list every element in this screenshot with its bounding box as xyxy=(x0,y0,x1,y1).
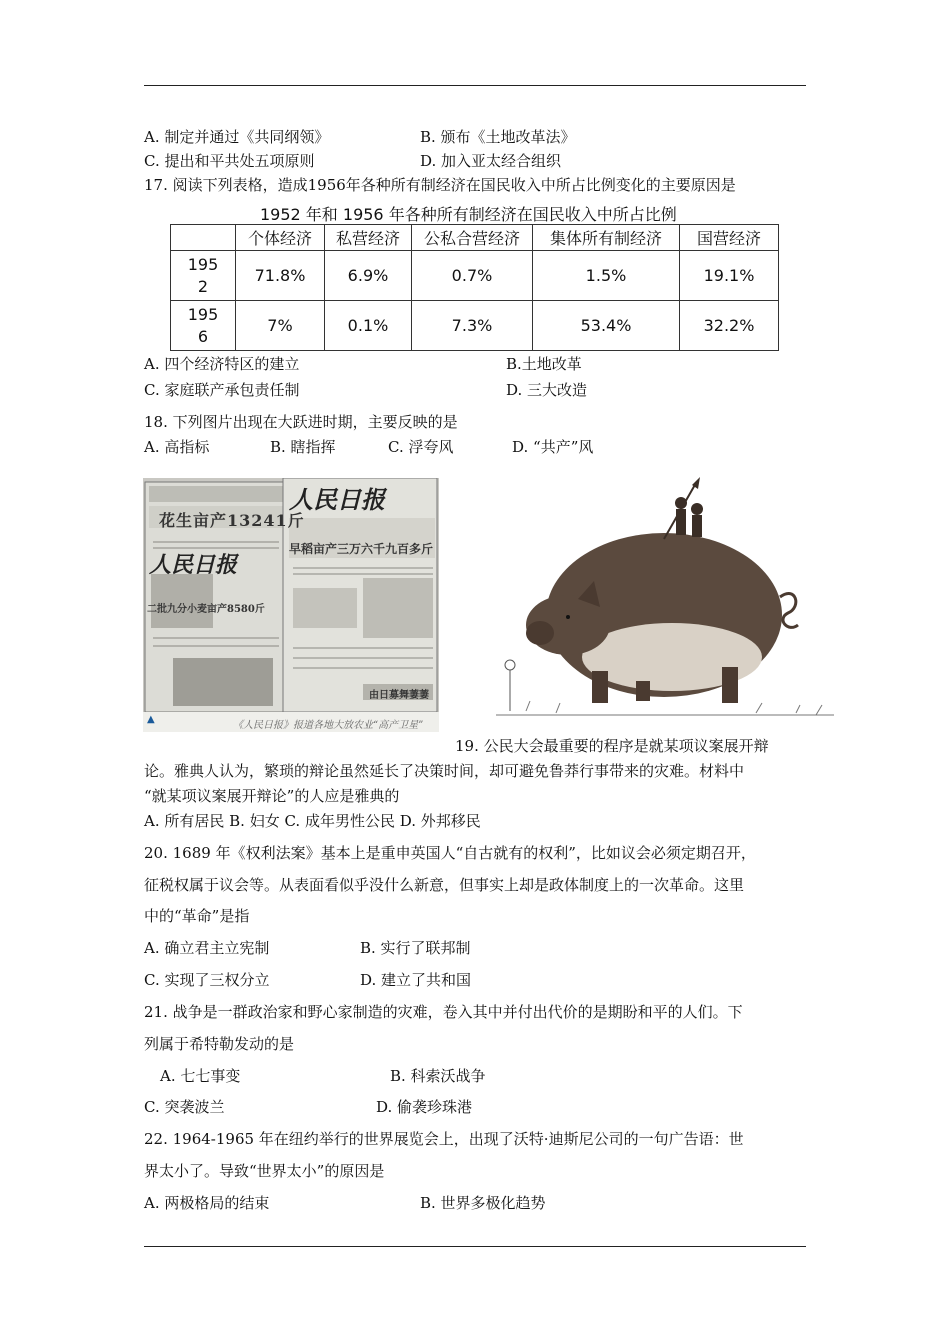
bottom-rule xyxy=(144,1246,806,1247)
year-cell xyxy=(171,301,236,351)
q19-line3: “就某项议案展开辩论”的人应是雅典的 xyxy=(144,787,400,805)
table-cell: 7% xyxy=(236,301,325,351)
table-header-row xyxy=(171,225,779,251)
q20-option-b: B. 实行了联邦制 xyxy=(360,939,471,957)
table-cell: 7.3% xyxy=(412,301,533,351)
headline-peanut: 花生亩产13241斤 xyxy=(159,511,305,530)
q17-stem: 17. 阅读下列表格，造成1956年各种所有制经济在国民收入中所占比例变化的主要原因是 xyxy=(144,176,736,194)
q19-line2: 论。雅典人认为，繁琐的辩论虽然延长了决策时间，却可避免鲁莽行事带来的灾难。材料中 xyxy=(144,762,745,780)
q22-option-b: B. 世界多极化趋势 xyxy=(420,1194,546,1212)
q21-option-b: B. 科索沃战争 xyxy=(390,1067,486,1085)
table-row xyxy=(171,301,779,351)
q21-option-c: C. 突袭波兰 xyxy=(144,1098,225,1116)
q17-table-title: 1952 年和 1956 年各种所有制经济在国民收入中所占比例 xyxy=(260,205,677,224)
table-header-cell: 集体所有制经济 xyxy=(533,225,680,251)
q21-option-a: A. 七七事变 xyxy=(160,1067,241,1085)
q17-option-a: A. 四个经济特区的建立 xyxy=(144,355,300,373)
q18-option-c: C. 浮夸风 xyxy=(388,438,454,456)
q17-option-d: D. 三大改造 xyxy=(506,381,588,399)
top-rule xyxy=(144,85,806,86)
year-bottom: 6 xyxy=(197,326,209,346)
triangle-icon: ▲ xyxy=(147,714,155,725)
q22-line2: 界太小了。导致“世界太小”的原因是 xyxy=(144,1162,385,1180)
masthead-left: 人民日报 xyxy=(149,552,238,578)
table-cell: 32.2% xyxy=(680,301,779,351)
table-header-cell: 公私合营经济 xyxy=(412,225,533,251)
table-row xyxy=(171,251,779,301)
q17-option-b: B.土地改革 xyxy=(506,355,582,373)
q21-line1: 21. 战争是一群政治家和野心家制造的灾难，卷入其中并付出代价的是期盼和平的人们。下 xyxy=(144,1003,743,1021)
q22-line1: 22. 1964-1965 年在纽约举行的世界展览会上，出现了沃特·迪斯尼公司的一句广告语：世 xyxy=(144,1130,744,1148)
table-header-cell: 国营经济 xyxy=(680,225,779,251)
q20-option-c: C. 实现了三权分立 xyxy=(144,971,270,989)
table-header-cell: 私营经济 xyxy=(325,225,412,251)
table-cell: 0.1% xyxy=(325,301,412,351)
q16-option-d: D. 加入亚太经合组织 xyxy=(420,152,562,170)
q16-option-c: C. 提出和平共处五项原则 xyxy=(144,152,315,170)
year-bottom: 2 xyxy=(197,276,209,296)
q20-line2: 征税权属于议会等。从表面看似乎没什么新意，但事实上却是政体制度上的一次革命。这里 xyxy=(144,876,745,894)
q20-line3: 中的“革命”是指 xyxy=(144,907,250,925)
newspaper-collage-image xyxy=(143,478,439,732)
year-top: 195 xyxy=(187,304,219,324)
q16-option-b: B. 颁布《土地改革法》 xyxy=(420,128,576,146)
q19-line1: 19. 公民大会最重要的程序是就某项议案展开辩 xyxy=(455,737,769,755)
masthead-right: 人民日报 xyxy=(289,485,385,514)
table-cell: 53.4% xyxy=(533,301,680,351)
table-cell: 1.5% xyxy=(533,251,680,301)
table-cell: 71.8% xyxy=(236,251,325,301)
q17-option-c: C. 家庭联产承包责任制 xyxy=(144,381,300,399)
q18-option-a: A. 高指标 xyxy=(144,438,210,456)
giant-pig-drawing xyxy=(496,475,834,727)
q20-option-a: A. 确立君主立宪制 xyxy=(144,939,270,957)
q22-option-a: A. 两极格局的结束 xyxy=(144,1194,270,1212)
newspaper-caption: 《人民日报》报道各地大放农业“高产卫星” xyxy=(233,720,424,731)
giant-pig-cartoon-image xyxy=(496,475,834,727)
q18-option-d: D. “共产”风 xyxy=(512,438,594,456)
q18-stem: 18. 下列图片出现在大跃进时期，主要反映的是 xyxy=(144,413,458,431)
table-cell: 0.7% xyxy=(412,251,533,301)
q19-options: A. 所有居民 B. 妇女 C. 成年男性公民 D. 外邦移民 xyxy=(144,812,481,830)
table-cell: 19.1% xyxy=(680,251,779,301)
year-top: 195 xyxy=(187,254,219,274)
q20-line1: 20. 1689 年《权利法案》基本上是重申英国人“自古就有的权利”，比如议会必须定期召开， xyxy=(144,844,756,862)
headline-rice: 早稻亩产三万六千九百多斤 xyxy=(289,542,434,556)
newspaper-footer: 由日募舞萋萋 xyxy=(369,690,429,701)
q21-line2: 列属于希特勒发动的是 xyxy=(144,1035,295,1053)
year-cell xyxy=(171,251,236,301)
table-header-cell: 个体经济 xyxy=(236,225,325,251)
headline-wheat: 二批九分小麦亩产8580斤 xyxy=(147,604,265,615)
q16-option-a: A. 制定并通过《共同纲领》 xyxy=(144,128,330,146)
q18-option-b: B. 瞎指挥 xyxy=(270,438,336,456)
q20-option-d: D. 建立了共和国 xyxy=(360,971,472,989)
table-header-cell xyxy=(171,225,236,251)
q21-option-d: D. 偷袭珍珠港 xyxy=(376,1098,473,1116)
ownership-table xyxy=(170,224,779,351)
table-cell: 6.9% xyxy=(325,251,412,301)
